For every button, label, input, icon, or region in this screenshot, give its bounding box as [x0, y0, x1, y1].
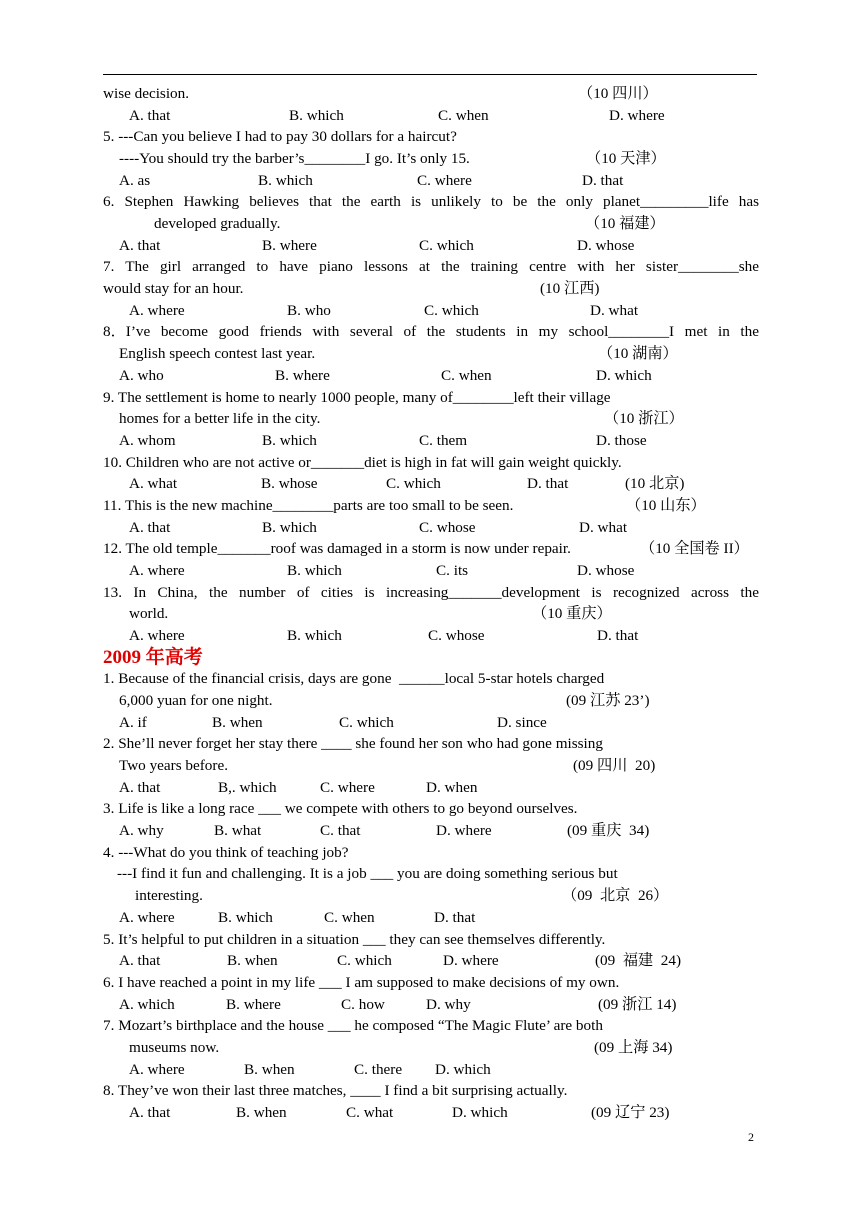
- line-segment: 11. This is the new machine________parts are too small to be seen.: [103, 496, 514, 514]
- text-line: [0, 343, 860, 365]
- text-line: [0, 929, 860, 951]
- line-segment: English speech contest last year.: [119, 345, 316, 363]
- line-segment: 8. They’ve won their last three matches, ____ I find a bit surprising actually.: [103, 1082, 568, 1100]
- line-segment: A. that: [119, 778, 161, 796]
- line-segment: A. that: [129, 1103, 171, 1121]
- line-segment: C. when: [324, 908, 375, 926]
- line-segment: B. what: [214, 822, 262, 840]
- text-line: [0, 994, 860, 1016]
- text-line: [0, 495, 860, 517]
- line-segment: C. when: [438, 106, 489, 124]
- line-segment: (09 江苏 23’): [566, 692, 650, 710]
- line-segment: 6. Stephen Hawking believes that the earth is unlikely to be the only planet_________life has: [103, 193, 759, 211]
- line-segment: 10. Children who are not active or_______diet is high in fat will gain weight quickly.: [103, 453, 622, 471]
- text-line: [0, 126, 860, 148]
- text-line: [0, 777, 860, 799]
- line-segment: world.: [129, 605, 169, 623]
- line-segment: 9. The settlement is home to nearly 1000 people, many of________left their village: [103, 388, 611, 406]
- line-segment: B. when: [236, 1103, 287, 1121]
- line-segment: B. where: [262, 236, 317, 254]
- line-segment: D. which: [596, 366, 652, 384]
- line-segment: （10 全国卷 II）: [640, 540, 749, 558]
- line-segment: 7. The girl arranged to have piano lessons at the training centre with her sister________she: [103, 258, 759, 276]
- line-segment: （10 浙江）: [604, 410, 684, 428]
- line-segment: 6,000 yuan for one night.: [119, 692, 273, 710]
- line-segment: A. who: [119, 366, 164, 384]
- text-line: [0, 365, 860, 387]
- line-segment: C. which: [419, 236, 474, 254]
- line-segment: （10 四川）: [578, 85, 658, 102]
- text-line: [0, 625, 860, 647]
- line-segment: D. when: [426, 778, 478, 796]
- text-line: [0, 755, 860, 777]
- line-segment: D. where: [609, 106, 665, 124]
- line-segment: C. that: [320, 822, 361, 840]
- line-segment: C. which: [424, 301, 479, 319]
- line-segment: D. those: [596, 431, 647, 449]
- line-segment: C. which: [339, 713, 394, 731]
- line-segment: (09 上海 34): [594, 1038, 673, 1056]
- line-segment: Two years before.: [119, 757, 228, 775]
- text-line: [0, 885, 860, 907]
- line-segment: museums now.: [129, 1038, 220, 1056]
- text-line: [0, 430, 860, 452]
- line-segment: A. what: [129, 475, 178, 493]
- line-segment: B. which: [258, 171, 313, 189]
- line-segment: B. which: [262, 518, 317, 536]
- line-segment: 2. She’ll never forget her stay there ____ she found her son who had gone missing: [103, 735, 603, 753]
- line-segment: wise decision.: [103, 85, 190, 102]
- line-segment: D. that: [434, 908, 476, 926]
- text-line: [0, 603, 860, 625]
- line-segment: D. what: [579, 518, 628, 536]
- text-line: [0, 321, 860, 343]
- section-heading: [0, 647, 860, 669]
- text-line: [0, 83, 860, 105]
- line-segment: D. which: [452, 1103, 508, 1121]
- page-number: 2: [748, 1130, 754, 1144]
- line-segment: （10 湖南）: [598, 345, 678, 363]
- line-segment: A. that: [119, 952, 161, 970]
- line-segment: B. when: [227, 952, 278, 970]
- line-segment: would stay for an hour.: [103, 280, 244, 298]
- line-segment: （10 山东）: [626, 496, 706, 514]
- line-segment: interesting.: [135, 887, 203, 905]
- line-segment: C. when: [441, 366, 492, 384]
- text-line: [0, 972, 860, 994]
- text-line: [0, 582, 860, 604]
- line-segment: 5. ---Can you believe I had to pay 30 dollars for a haircut?: [103, 128, 457, 146]
- line-segment: D. why: [426, 995, 471, 1013]
- line-segment: (10 北京): [625, 475, 685, 493]
- line-segment: 1. Because of the financial crisis, days are gone ______local 5-star hotels charged: [103, 670, 605, 688]
- line-segment: B. which: [287, 561, 342, 579]
- text-line: [0, 1059, 860, 1081]
- line-segment: D. whose: [577, 561, 635, 579]
- text-line: [0, 820, 860, 842]
- line-segment: A. why: [119, 822, 164, 840]
- text-line: [0, 842, 860, 864]
- line-segment: (09 浙江 14): [598, 995, 677, 1013]
- line-segment: C. there: [354, 1060, 403, 1078]
- line-segment: A. if: [119, 713, 147, 731]
- line-segment: （10 天津）: [586, 150, 666, 168]
- text-line: [0, 538, 860, 560]
- line-segment: 3. Life is like a long race ___ we compete with others to go beyond ourselves.: [103, 800, 578, 818]
- line-segment: ---I find it fun and challenging. It is a job ___ you are doing something serious but: [117, 865, 618, 883]
- text-line: [0, 235, 860, 257]
- line-segment: D. that: [527, 475, 569, 493]
- line-segment: 7. Mozart’s birthplace and the house ___ he composed “The Magic Flute’ are both: [103, 1017, 603, 1035]
- text-line: [0, 517, 860, 539]
- line-segment: (09 四川 20): [573, 757, 656, 775]
- line-segment: A. as: [119, 171, 151, 189]
- text-line: [0, 452, 860, 474]
- text-line: [0, 560, 860, 582]
- text-line: [0, 191, 860, 213]
- line-segment: (09 福建 24): [595, 952, 682, 970]
- text-line: [0, 798, 860, 820]
- line-segment: B. when: [212, 713, 263, 731]
- line-segment: B,. which: [218, 778, 277, 796]
- line-segment: A. that: [119, 236, 161, 254]
- text-line: [0, 1080, 860, 1102]
- line-segment: (09 重庆 34): [567, 822, 650, 840]
- line-segment: D. where: [443, 952, 499, 970]
- line-segment: D. whose: [577, 236, 635, 254]
- line-segment: C. which: [386, 475, 441, 493]
- line-segment: B. whose: [261, 475, 318, 493]
- line-segment: C. where: [417, 171, 472, 189]
- line-segment: B. where: [226, 995, 281, 1013]
- line-segment: A. where: [129, 627, 185, 644]
- line-segment: A. which: [119, 995, 175, 1013]
- line-segment: A. that: [129, 518, 171, 536]
- line-segment: （10 福建）: [585, 215, 665, 233]
- line-segment: A. where: [129, 1060, 185, 1078]
- line-segment: （10 重庆）: [532, 605, 612, 623]
- line-segment: C. whose: [419, 518, 476, 536]
- text-line: [0, 950, 860, 972]
- text-line: [0, 278, 860, 300]
- line-segment: C. where: [320, 778, 375, 796]
- line-segment: A. whom: [119, 431, 176, 449]
- line-segment: 4. ---What do you think of teaching job?: [103, 843, 349, 861]
- line-segment: D. that: [597, 627, 639, 644]
- line-segment: C. which: [337, 952, 392, 970]
- line-segment: B. which: [289, 106, 344, 124]
- text-line: [0, 668, 860, 690]
- line-segment: D. that: [582, 171, 624, 189]
- line-segment: C. what: [346, 1103, 394, 1121]
- line-segment: 5. It’s helpful to put children in a situation ___ they can see themselves differently.: [103, 930, 606, 948]
- text-line: [0, 863, 860, 885]
- line-segment: 12. The old temple_______roof was damaged in a storm is now under repair.: [103, 540, 571, 558]
- line-segment: 6. I have reached a point in my life ___ I am supposed to make decisions of my own.: [103, 973, 620, 991]
- line-segment: developed gradually.: [154, 215, 281, 233]
- line-segment: B. when: [244, 1060, 295, 1078]
- text-line: [0, 148, 860, 170]
- text-line: [0, 105, 860, 127]
- line-segment: B. which: [262, 431, 317, 449]
- text-line: [0, 690, 860, 712]
- line-segment: D. which: [435, 1060, 491, 1078]
- text-line: [0, 1102, 860, 1124]
- line-segment: B. where: [275, 366, 330, 384]
- text-line: [0, 907, 860, 929]
- text-line: [0, 1015, 860, 1037]
- line-segment: (10 江西): [540, 280, 600, 298]
- line-segment: 8．I’ve become good friends with several of the students in my school________I met in the: [103, 323, 759, 341]
- line-segment: D. since: [497, 713, 547, 731]
- line-segment: C. how: [341, 995, 385, 1013]
- text-line: [0, 170, 860, 192]
- text-line: [0, 387, 860, 409]
- section-heading-text: 2009 年高考: [103, 646, 203, 668]
- line-segment: C. whose: [428, 627, 485, 644]
- line-segment: C. them: [419, 431, 468, 449]
- line-segment: homes for a better life in the city.: [119, 410, 321, 428]
- text-line: [0, 712, 860, 734]
- text-line: [0, 733, 860, 755]
- line-segment: (09 辽宁 23): [591, 1103, 670, 1121]
- line-segment: A. where: [119, 908, 175, 926]
- line-segment: A. where: [129, 301, 185, 319]
- line-segment: B. which: [287, 627, 342, 644]
- line-segment: A. where: [129, 561, 185, 579]
- text-line: [0, 300, 860, 322]
- line-segment: D. what: [590, 301, 639, 319]
- text-line: [0, 473, 860, 495]
- line-segment: 13. In China, the number of cities is increasing_______development is recognized across the: [103, 583, 759, 601]
- line-segment: C. its: [436, 561, 469, 579]
- text-line: [0, 408, 860, 430]
- line-segment: （09 北京 26）: [562, 887, 669, 905]
- line-segment: B. which: [218, 908, 273, 926]
- text-line: [0, 1037, 860, 1059]
- line-segment: B. who: [287, 301, 331, 319]
- text-line: [0, 213, 860, 235]
- line-segment: D. where: [436, 822, 492, 840]
- text-line: [0, 256, 860, 278]
- header-rule: [103, 74, 757, 75]
- line-segment: ----You should try the barber’s________I go. It’s only 15.: [119, 150, 470, 168]
- line-segment: A. that: [129, 106, 171, 124]
